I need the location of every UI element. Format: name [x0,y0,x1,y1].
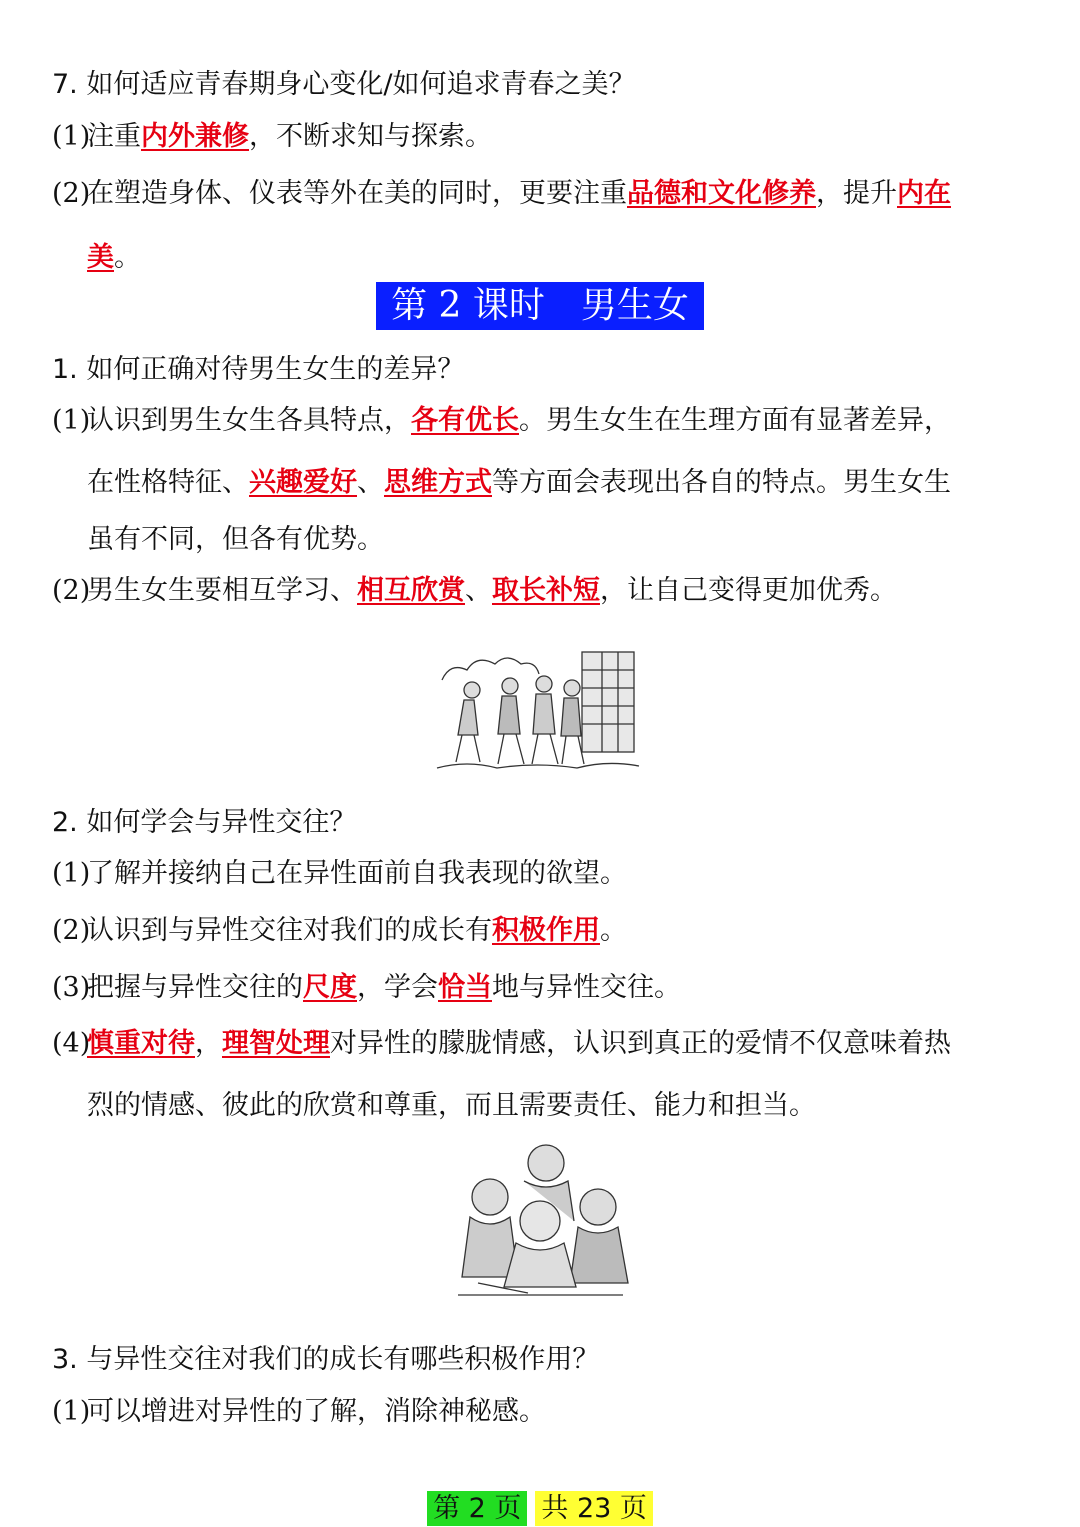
answer-1-2 [52,562,1042,619]
keyword: 内外兼修 [141,121,249,152]
text: ，学会 [357,972,438,1003]
text: 认识到男生女生各具特点， [87,405,411,436]
question-1: 1. 如何正确对待男生女生的差异？ [52,354,465,385]
text: 等方面会表现出各自的特点。男生女生 [492,467,951,498]
text: ，让自己变得更加优秀。 [600,575,897,606]
text: 、 [357,467,384,498]
answer-1-1-line2 [87,460,951,499]
question-3: 3. 与异性交往对我们的成长有哪些积极作用？ [52,1344,600,1375]
keyword: 思维方式 [384,467,492,498]
keyword: 兴趣爱好 [249,467,357,498]
text: 男生女生要相互学习、 [87,575,357,606]
text: 、 [465,575,492,606]
item-number: (1) [52,858,91,889]
text: 注重 [87,121,141,152]
text: 在性格特征、 [87,467,249,498]
text: 可以增进对异性的了解，消除神秘感。 [87,1396,546,1427]
text: 。 [114,242,141,273]
answer-7-1 [52,108,1042,165]
page-number: 第 2 页 [427,1491,527,1526]
answer-7-2-continued [87,235,141,274]
item-number: (1) [52,121,91,152]
question-2: 2. 如何学会与异性交往？ [52,807,357,838]
item-number: (1) [52,405,91,436]
text: 认识到与异性交往对我们的成长有 [87,915,492,946]
text: 。 [600,915,627,946]
answer-2-3 [52,959,1042,1016]
text: 对异性的朦胧情感，认识到真正的爱情不仅意味着热 [330,1028,951,1059]
keyword: 取长补短 [492,575,600,606]
item-number: (1) [52,1396,91,1427]
text: 把握与异性交往的 [87,972,303,1003]
students-walking-illustration [432,640,646,775]
keyword: 尺度 [303,972,357,1003]
item-number: (2) [52,915,91,946]
answer-3-1 [52,1383,1042,1440]
answer-1-1-line3: 虽有不同，但各有优势。 [87,524,384,555]
keyword: 相互欣赏 [357,575,465,606]
text: 了解并接纳自己在异性面前自我表现的欲望。 [87,858,627,889]
keyword: 各有优长 [411,405,519,436]
answer-1-1 [52,392,1042,449]
keyword: 内在 [897,178,951,209]
text: 在塑造身体、仪表等外在美的同时，更要注重 [87,178,627,209]
answer-2-2 [52,902,1042,959]
keyword: 积极作用 [492,915,600,946]
item-number: (2) [52,575,91,606]
item-number: (2) [52,178,91,209]
page-footer [0,1486,1080,1525]
keyword: 理智处理 [222,1028,330,1059]
text: ，不断求知与探索。 [249,121,492,152]
text: 地与异性交往。 [492,972,681,1003]
answer-2-1 [52,845,1042,902]
keyword: 美 [87,242,114,273]
text: ， [195,1028,222,1059]
item-number: (3) [52,972,91,1003]
answer-2-4 [52,1015,1042,1072]
question-7: 7. 如何适应青春期身心变化/如何追求青春之美？ [52,69,636,100]
page-total: 共 23 页 [535,1491,653,1526]
text: 。男生女生在生理方面有显著差异， [519,405,951,436]
text: ，提升 [816,178,897,209]
lesson-title: 第 2 课时 男生女生 [376,282,704,330]
group-of-students-illustration [438,1135,643,1305]
item-number: (4) [52,1028,91,1059]
keyword: 慎重对待 [87,1028,195,1059]
keyword: 品德和文化修养 [627,178,816,209]
answer-2-4-continued: 烈的情感、彼此的欣赏和尊重，而且需要责任、能力和担当。 [87,1090,816,1121]
keyword: 恰当 [438,972,492,1003]
answer-7-2 [52,165,1042,222]
